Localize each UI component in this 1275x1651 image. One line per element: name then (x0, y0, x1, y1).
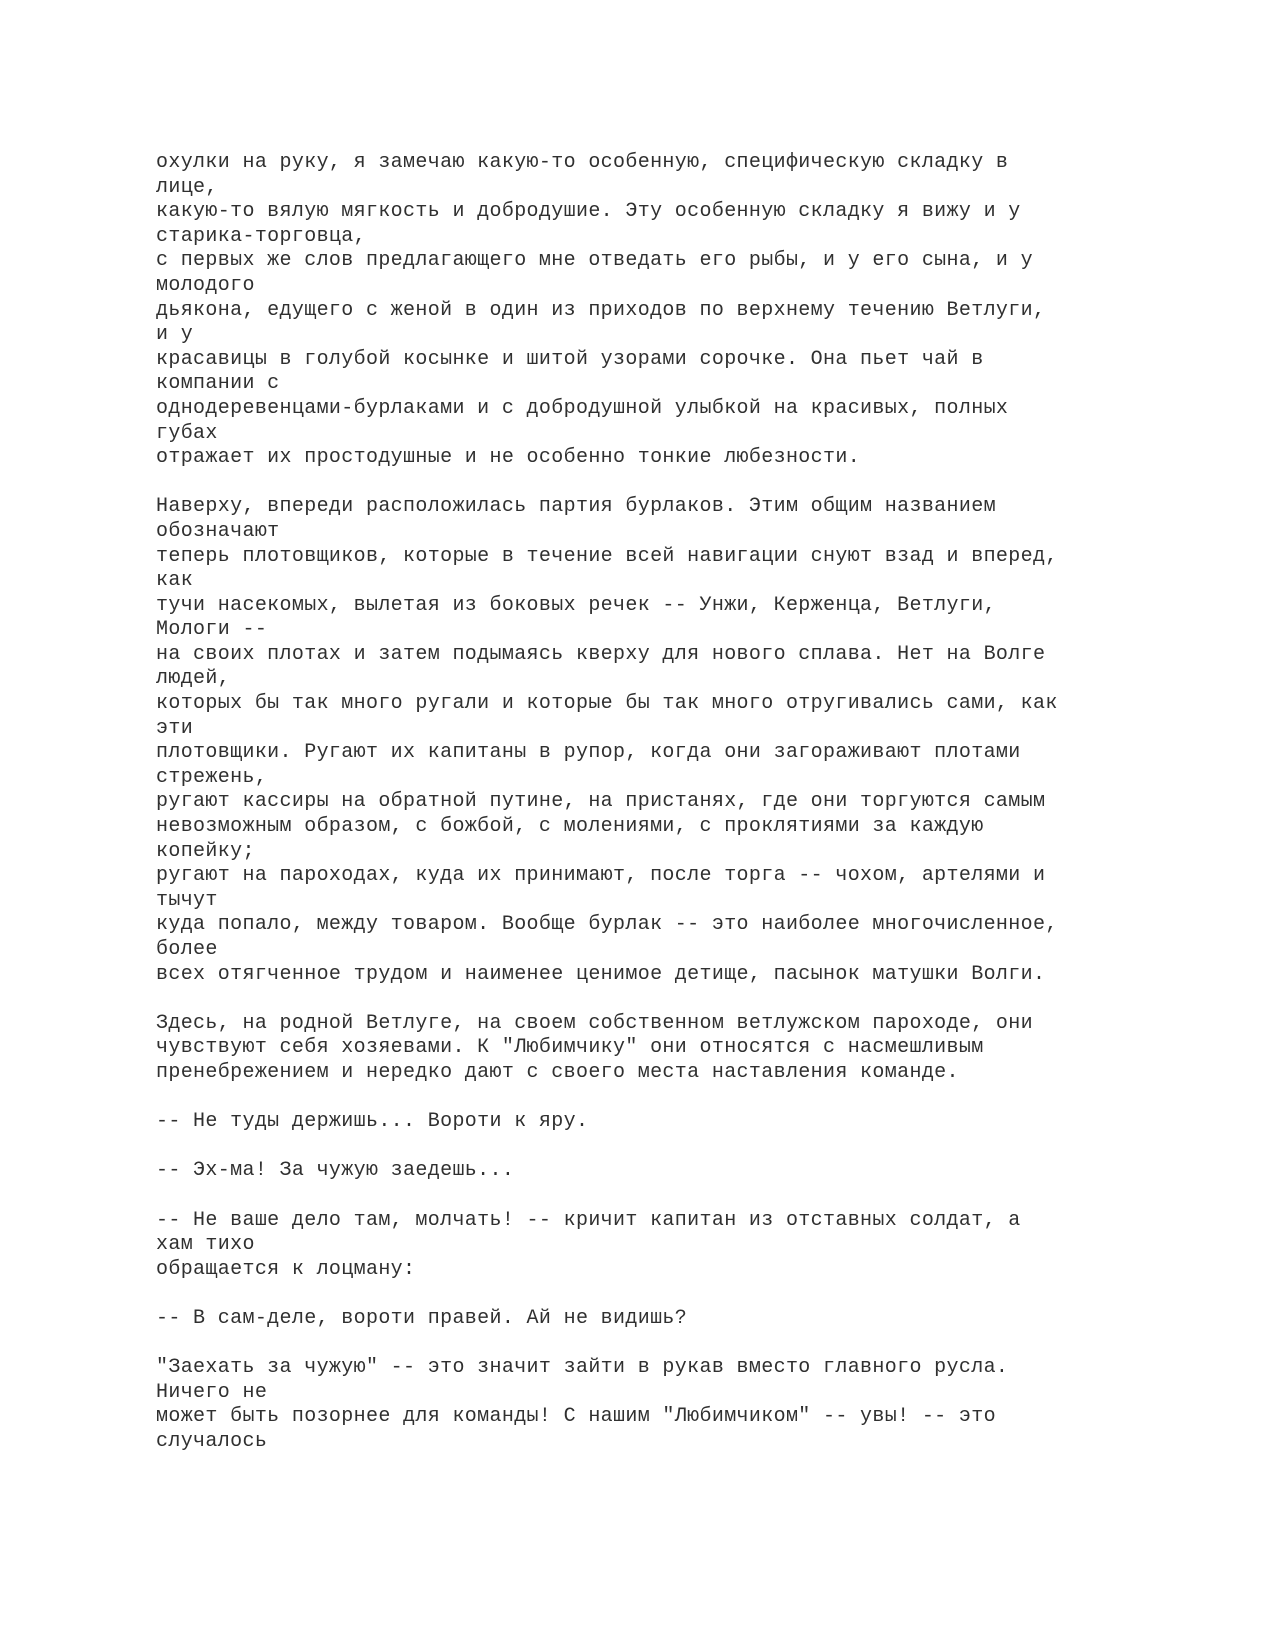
text-line: Ничего не (156, 1380, 268, 1404)
text-line: которых бы так много ругали и которые бы так много отругивались сами, как (156, 692, 1058, 716)
text-line: куда попало, между товаром. Вообще бурлак -- это наиболее многочисленное, (156, 913, 1058, 937)
text-line: однодеревенцами-бурлаками и с добродушной улыбкой на красивых, полных (156, 396, 1009, 420)
text-line: какую-то вялую мягкость и добродушие. Эту особенную складку я вижу и у (156, 200, 1021, 224)
text-line: -- Не ваше дело там, молчать! -- кричит капитан из отставных солдат, а (156, 1208, 1021, 1232)
text-line: охулки на руку, я замечаю какую-то особенную, специфическую складку в (156, 151, 1009, 174)
text-line: ругают кассиры на обратной путине, на пристанях, где они торгуются самым (156, 790, 1046, 814)
text-line: старика-торговца, (156, 224, 366, 248)
text-line: стрежень, (156, 765, 268, 789)
text-line: случалось (156, 1429, 268, 1453)
text-line: ругают на пароходах, куда их принимают, после торга -- чохом, артелями и (156, 864, 1046, 888)
text-line: отражает их простодушные и не особенно тонкие любезности. (156, 446, 861, 470)
text-line: и у (156, 323, 194, 347)
text-line: -- В сам-деле, вороти правей. Ай не видишь? (156, 1306, 688, 1330)
text-line: плотовщики. Ругают их капитаны в рупор, когда они загораживают плотами (156, 741, 1021, 765)
text-line: обращается к лоцману: (156, 1257, 416, 1281)
blank-line (156, 1086, 1236, 1111)
text-line: может быть позорнее для команды! С нашим "Любимчиком" -- увы! -- это (156, 1405, 996, 1429)
text-line: людей, (156, 667, 231, 691)
text-line: более (156, 938, 218, 961)
text-line: как (156, 569, 194, 593)
text-line: дьякона, едущего с женой в один из приходов по верхнему течению Ветлуги, (156, 298, 1046, 322)
text-line: эти (156, 716, 194, 740)
blank-line (156, 1184, 1236, 1209)
text-line: красавицы в голубой косынке и шитой узорами сорочке. Она пьет чай в (156, 347, 984, 371)
text-line: -- Эх-ма! За чужую заедешь... (156, 1159, 515, 1183)
text-line: "Заехать за чужую" -- это значит зайти в рукав вместо главного русла. (156, 1356, 1009, 1380)
text-line: Мологи -- (156, 618, 268, 642)
text-line: тычут (156, 888, 218, 912)
blank-line (156, 1135, 1236, 1160)
text-line: губах (156, 421, 218, 445)
text-line: -- Не туды держишь... Вороти к яру. (156, 1110, 589, 1134)
text-line: чувствуют себя хозяевами. К "Любимчику" они относятся с насмешливым (156, 1036, 984, 1060)
text-line: Здесь, на родной Ветлуге, на своем собственном ветлужском пароходе, они (156, 1011, 1033, 1035)
text-line: с первых же слов предлагающего мне отведать его рыбы, и у его сына, и у (156, 249, 1033, 273)
text-line: копейку; (156, 839, 255, 863)
text-line: компании с (156, 372, 280, 396)
text-line: хам тихо (156, 1233, 255, 1257)
blank-line (156, 1282, 1236, 1307)
text-line: тучи насекомых, вылетая из боковых речек -- Унжи, Керженца, Ветлуги, (156, 593, 996, 617)
blank-line (156, 471, 1236, 496)
text-line: пренебрежением и нередко дают с своего места наставления команде. (156, 1060, 959, 1084)
blank-line (156, 1332, 1236, 1357)
text-line: лице, (156, 175, 218, 199)
text-line: теперь плотовщиков, которые в течение всей навигации снуют взад и вперед, (156, 544, 1058, 568)
text-line: всех отягченное трудом и наименее ценимое детище, пасынок матушки Волги. (156, 962, 1046, 986)
text-line: Наверху, впереди расположилась партия бурлаков. Этим общим названием (156, 495, 996, 519)
text-line: на своих плотах и затем подымаясь кверху для нового сплава. Нет на Волге (156, 642, 1046, 666)
document-text (156, 151, 1236, 1454)
text-line: невозможным образом, с божбой, с молениями, с проклятиями за каждую (156, 815, 984, 839)
blank-line (156, 987, 1236, 1012)
text-line: обозначают (156, 519, 280, 543)
text-line: молодого (156, 273, 255, 297)
